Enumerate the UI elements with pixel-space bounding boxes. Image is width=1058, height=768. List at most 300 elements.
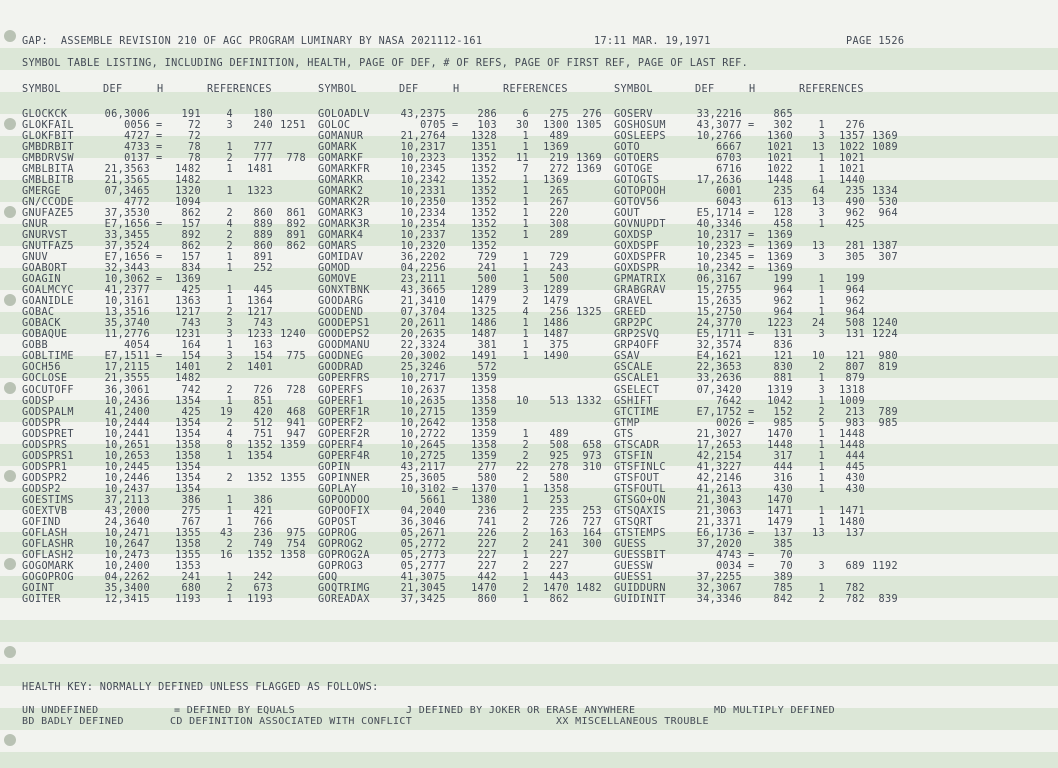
cell-last-ref: 789 <box>878 406 898 418</box>
cell-def-page: 227 <box>477 538 497 550</box>
cell-symbol: GOPERFS <box>318 384 364 396</box>
cell-ref-count: 1 <box>818 450 825 462</box>
cell-def-page: 1289 <box>471 285 497 297</box>
cell-first-ref: 889 <box>253 230 273 242</box>
cell-first-ref: 278 <box>549 461 569 473</box>
cell-symbol: GSCALE1 <box>614 373 660 385</box>
cell-ref-count: 1 <box>226 450 233 462</box>
cell-first-ref: 490 <box>845 197 865 209</box>
cell-last-ref: 276 <box>582 109 602 120</box>
cell-health: = <box>452 120 459 132</box>
cell-def-page: 317 <box>773 450 793 462</box>
cell-def-page: 785 <box>773 582 793 594</box>
cell-def-page: 742 <box>181 384 201 396</box>
cell-health: = <box>748 252 755 264</box>
cell-health: = <box>748 329 755 341</box>
cell-symbol: GODSPR1 <box>22 461 68 473</box>
cell-symbol: GOMARKF <box>318 153 364 165</box>
column-header-symbol: SYMBOL <box>318 84 357 95</box>
cell-first-ref: 227 <box>549 549 569 561</box>
cell-definition: 10,2446 <box>104 472 150 484</box>
cell-def-page: 580 <box>477 472 497 484</box>
cell-ref-count: 1 <box>818 219 825 231</box>
cell-def-page: 1479 <box>767 516 793 528</box>
cell-ref-count: 4 <box>226 428 233 440</box>
cell-first-ref: 782 <box>845 582 865 594</box>
cell-health: = <box>748 560 755 572</box>
cell-first-ref: 308 <box>549 219 569 231</box>
cell-ref-count: 1 <box>818 164 825 176</box>
cell-definition: 10,2354 <box>400 219 446 231</box>
cell-symbol: GOTO <box>614 142 640 154</box>
cell-symbol: GNUFAZE5 <box>22 208 74 220</box>
cell-def-page: 1482 <box>175 164 201 176</box>
cell-definition: 11,2776 <box>104 329 150 341</box>
cell-def-page: 1358 <box>175 439 201 451</box>
cell-last-ref: 947 <box>286 428 306 440</box>
cell-ref-count: 1 <box>226 340 233 352</box>
cell-symbol: GOPROG <box>318 527 357 539</box>
cell-last-ref: 307 <box>878 252 898 264</box>
cell-first-ref: 1300 <box>543 120 569 132</box>
cell-definition: E6,1736 <box>696 527 742 539</box>
cell-health: = <box>452 483 459 495</box>
cell-last-ref: 973 <box>582 450 602 462</box>
cell-def-page: 1021 <box>767 142 793 154</box>
cell-symbol: GSAV <box>614 351 640 363</box>
cell-symbol: GNUR <box>22 219 48 231</box>
cell-last-ref: 310 <box>582 461 602 473</box>
cell-first-ref: 420 <box>253 406 273 418</box>
cell-last-ref: 1089 <box>872 142 898 154</box>
cell-def-page: 191 <box>181 109 201 120</box>
cell-ref-count: 3 <box>818 252 825 264</box>
cell-ref-count: 10 <box>812 351 825 363</box>
cell-def-page: 1487 <box>471 329 497 341</box>
cell-def-page: 241 <box>181 571 201 583</box>
cell-first-ref: 962 <box>845 296 865 308</box>
cell-first-ref: 241 <box>549 538 569 550</box>
cell-symbol: GTS <box>614 428 634 440</box>
cell-health: = <box>156 142 163 154</box>
cell-first-ref: 421 <box>253 505 273 517</box>
cell-first-ref: 673 <box>253 582 273 594</box>
cell-first-ref: 281 <box>845 241 865 253</box>
column-header-symbol: SYMBOL <box>614 84 653 95</box>
cell-def-page: 1094 <box>175 197 201 209</box>
cell-health: = <box>748 263 755 275</box>
cell-def-page: 131 <box>773 329 793 341</box>
cell-ref-count: 3 <box>818 560 825 572</box>
cell-first-ref: 213 <box>845 406 865 418</box>
cell-ref-count: 2 <box>226 153 233 165</box>
cell-last-ref: 1334 <box>872 186 898 198</box>
cell-symbol: GODSPRET <box>22 428 74 440</box>
cell-symbol: GOFLASH <box>22 527 68 539</box>
cell-ref-count: 1 <box>818 483 825 495</box>
cell-last-ref: 468 <box>286 406 306 418</box>
cell-symbol: GOXDSPF <box>614 241 660 253</box>
cell-ref-count: 1 <box>818 472 825 484</box>
cell-last-ref: 985 <box>878 417 898 429</box>
cell-definition: 10,2722 <box>400 428 446 440</box>
cell-ref-count: 1 <box>522 549 529 561</box>
cell-symbol: GREED <box>614 307 647 319</box>
cell-first-ref: 253 <box>549 494 569 506</box>
cell-def-page: 572 <box>477 362 497 374</box>
cell-first-ref: 777 <box>253 153 273 165</box>
cell-symbol: GOBAQUE <box>22 329 68 341</box>
cell-def-page: 1193 <box>175 593 201 605</box>
cell-def-page: 128 <box>773 208 793 220</box>
cell-def-page: 277 <box>477 461 497 473</box>
cell-ref-count: 1 <box>818 373 825 385</box>
cell-ref-count: 2 <box>522 538 529 550</box>
cell-def-page: 199 <box>773 274 793 286</box>
cell-first-ref: 489 <box>549 428 569 440</box>
cell-definition: 20,3002 <box>400 351 446 363</box>
cell-definition: 10,2653 <box>104 450 150 462</box>
cell-ref-count: 1 <box>818 439 825 451</box>
cell-symbol: GOTOERS <box>614 153 660 165</box>
cell-symbol: GOPERF1R <box>318 406 370 418</box>
cell-ref-count: 1 <box>522 230 529 242</box>
cell-symbol: GOTOPOOH <box>614 186 666 198</box>
cell-definition: 42,2154 <box>696 450 742 462</box>
cell-def-page: 613 <box>773 197 793 209</box>
cell-symbol: GOMOVE <box>318 274 357 286</box>
cell-def-page: 1486 <box>471 318 497 330</box>
sprocket-hole <box>4 30 16 42</box>
cell-symbol: GOODEPS1 <box>318 318 370 330</box>
cell-first-ref: 289 <box>549 230 569 242</box>
cell-first-ref: 252 <box>253 263 273 275</box>
cell-ref-count: 13 <box>812 241 825 253</box>
cell-symbol: GMBLBITB <box>22 175 74 187</box>
cell-symbol: GRABGRAV <box>614 285 666 297</box>
cell-ref-count: 1 <box>226 494 233 506</box>
health-key-item: UN UNDEFINED <box>22 705 99 716</box>
cell-first-ref: 964 <box>845 285 865 297</box>
cell-definition: 43,2000 <box>104 505 150 517</box>
cell-definition: 0705 <box>420 120 446 132</box>
cell-def-page: 227 <box>477 549 497 561</box>
cell-last-ref: 1387 <box>872 241 898 253</box>
cell-definition: 10,2317 <box>400 142 446 154</box>
cell-health: = <box>748 406 755 418</box>
cell-definition: 32,3574 <box>696 340 742 352</box>
cell-def-page: 1319 <box>767 384 793 396</box>
cell-symbol: GOPERF1 <box>318 395 364 407</box>
cell-def-page: 1448 <box>767 439 793 451</box>
cell-health: = <box>156 131 163 143</box>
cell-definition: 10,2323 <box>400 153 446 165</box>
cell-symbol: GOXDSPR <box>614 263 660 275</box>
cell-symbol: GRP2PC <box>614 318 653 330</box>
cell-definition: 10,2345 <box>696 252 742 264</box>
cell-def-page: 834 <box>181 263 201 275</box>
cell-ref-count: 4 <box>522 307 529 319</box>
cell-ref-count: 1 <box>818 395 825 407</box>
cell-ref-count: 1 <box>818 285 825 297</box>
cell-symbol: GTSFINLC <box>614 461 666 473</box>
cell-first-ref: 1289 <box>543 285 569 297</box>
cell-ref-count: 6 <box>522 109 529 120</box>
cell-definition: 04,2040 <box>400 505 446 517</box>
cell-def-page: 962 <box>773 296 793 308</box>
health-key-item: = DEFINED BY EQUALS <box>174 705 296 716</box>
cell-symbol: GTSFOUTL <box>614 483 666 495</box>
cell-first-ref: 227 <box>549 560 569 572</box>
cell-symbol: GOMARKR <box>318 175 364 187</box>
health-key-item: J DEFINED BY JOKER OR ERASE ANYWHERE <box>406 705 636 716</box>
cell-ref-count: 2 <box>226 538 233 550</box>
cell-last-ref: 728 <box>286 384 306 396</box>
cell-definition: 07,3420 <box>696 384 742 396</box>
cell-ref-count: 1 <box>226 395 233 407</box>
cell-symbol: GOBLTIME <box>22 351 74 363</box>
cell-health: = <box>748 230 755 242</box>
cell-symbol: GOPROG2 <box>318 538 364 550</box>
cell-def-page: 1482 <box>175 373 201 385</box>
cell-symbol: GOPLAY <box>318 483 357 495</box>
cell-ref-count: 2 <box>226 384 233 396</box>
cell-first-ref: 860 <box>253 208 273 220</box>
cell-definition: 10,2725 <box>400 450 446 462</box>
cell-definition: 37,2255 <box>696 571 742 583</box>
cell-def-page: 1352 <box>471 208 497 220</box>
cell-ref-count: 1 <box>226 571 233 583</box>
cell-ref-count: 7 <box>522 164 529 176</box>
cell-last-ref: 862 <box>286 241 306 253</box>
cell-first-ref: 512 <box>253 417 273 429</box>
cell-symbol: GOQTRIMG <box>318 582 370 594</box>
cell-ref-count: 2 <box>226 208 233 220</box>
cell-ref-count: 1 <box>818 153 825 165</box>
cell-definition: 4733 <box>124 142 150 154</box>
cell-ref-count: 30 <box>516 120 529 132</box>
cell-symbol: GODSPR <box>22 417 61 429</box>
cell-definition: 6667 <box>716 142 742 154</box>
cell-symbol: GOMARK2R <box>318 197 370 209</box>
cell-definition: 05,2777 <box>400 560 446 572</box>
cell-symbol: GOFLASHR <box>22 538 74 550</box>
cell-definition: 24,3640 <box>104 516 150 528</box>
cell-symbol: GRP2SVQ <box>614 329 660 341</box>
cell-def-page: 72 <box>188 120 201 132</box>
cell-definition: 10,2342 <box>696 263 742 275</box>
cell-def-page: 1351 <box>471 142 497 154</box>
cell-def-page: 1352 <box>471 186 497 198</box>
cell-last-ref: 1355 <box>280 472 306 484</box>
cell-ref-count: 3 <box>818 329 825 341</box>
cell-def-page: 430 <box>773 483 793 495</box>
column-header-references: REFERENCES <box>799 84 864 95</box>
cell-definition: 10,2766 <box>696 131 742 143</box>
cell-definition: 0137 <box>124 153 150 165</box>
cell-symbol: GOMARS <box>318 241 357 253</box>
cell-last-ref: 1325 <box>576 307 602 319</box>
cell-last-ref: 775 <box>286 351 306 363</box>
cell-first-ref: 1022 <box>839 142 865 154</box>
cell-ref-count: 1 <box>226 263 233 275</box>
cell-first-ref: 443 <box>549 571 569 583</box>
cell-symbol: GOITER <box>22 593 61 605</box>
health-key-item: BD BADLY DEFINED <box>22 716 124 727</box>
cell-symbol: GOODRAD <box>318 362 364 374</box>
cell-definition: 4727 <box>124 131 150 143</box>
cell-first-ref: 782 <box>845 593 865 605</box>
greenbar-band <box>0 400 1058 422</box>
cell-def-page: 137 <box>773 527 793 539</box>
cell-definition: 36,3046 <box>400 516 446 528</box>
cell-definition: 37,3530 <box>104 208 150 220</box>
cell-ref-count: 1 <box>522 329 529 341</box>
cell-def-page: 385 <box>773 538 793 550</box>
cell-first-ref: 235 <box>845 186 865 198</box>
cell-symbol: GODSP2 <box>22 483 61 495</box>
cell-ref-count: 1 <box>522 186 529 198</box>
cell-ref-count: 13 <box>812 527 825 539</box>
cell-def-page: 1369 <box>767 230 793 242</box>
cell-def-page: 985 <box>773 417 793 429</box>
cell-def-page: 1223 <box>767 318 793 330</box>
cell-def-page: 1352 <box>471 219 497 231</box>
cell-definition: 07,3704 <box>400 307 446 319</box>
cell-first-ref: 1009 <box>839 395 865 407</box>
cell-ref-count: 1 <box>226 142 233 154</box>
cell-ref-count: 1 <box>818 505 825 517</box>
cell-last-ref: 727 <box>582 516 602 528</box>
cell-definition: 15,2755 <box>696 285 742 297</box>
cell-symbol: GLOKFBIT <box>22 131 74 143</box>
cell-first-ref: 1233 <box>247 329 273 341</box>
cell-first-ref: 430 <box>845 483 865 495</box>
cell-definition: 6043 <box>716 197 742 209</box>
cell-def-page: 741 <box>477 516 497 528</box>
cell-symbol: GLOCKCK <box>22 109 68 120</box>
cell-first-ref: 275 <box>549 109 569 120</box>
cell-ref-count: 1 <box>226 516 233 528</box>
column-header-references: REFERENCES <box>207 84 272 95</box>
cell-last-ref: 975 <box>286 527 306 539</box>
cell-last-ref: 891 <box>286 230 306 242</box>
cell-last-ref: 1482 <box>576 582 602 594</box>
cell-def-page: 680 <box>181 582 201 594</box>
cell-definition: 21,3555 <box>104 373 150 385</box>
cell-symbol: GNUTFAZ5 <box>22 241 74 253</box>
cell-first-ref: 891 <box>253 252 273 264</box>
cell-symbol: GMBDRVSW <box>22 153 74 165</box>
greenbar-band <box>0 532 1058 554</box>
cell-definition: 04,2262 <box>104 571 150 583</box>
cell-symbol: GODSPALM <box>22 406 74 418</box>
greenbar-band <box>0 488 1058 510</box>
cell-last-ref: 778 <box>286 153 306 165</box>
cell-symbol: GTSQRT <box>614 516 653 528</box>
cell-symbol: GOPROG3 <box>318 560 364 572</box>
cell-definition: 05,2671 <box>400 527 446 539</box>
cell-ref-count: 3 <box>226 329 233 341</box>
cell-symbol: GOANIDLE <box>22 296 74 308</box>
cell-symbol: GMERGE <box>22 186 61 198</box>
column-header-def: DEF <box>103 84 123 95</box>
column-header-def: DEF <box>695 84 715 95</box>
cell-def-page: 1042 <box>767 395 793 407</box>
cell-definition: 20,2635 <box>400 329 446 341</box>
cell-symbol: GOXDSPFR <box>614 252 666 264</box>
cell-def-page: 1448 <box>767 175 793 187</box>
cell-symbol: GOSHOSUM <box>614 120 666 132</box>
cell-first-ref: 1471 <box>839 505 865 517</box>
cell-first-ref: 180 <box>253 109 273 120</box>
cell-ref-count: 1 <box>818 120 825 132</box>
cell-first-ref: 305 <box>845 252 865 264</box>
cell-ref-count: 2 <box>522 560 529 572</box>
cell-first-ref: 445 <box>253 285 273 297</box>
cell-first-ref: 1470 <box>543 582 569 594</box>
cell-last-ref: 980 <box>878 351 898 363</box>
greenbar-band <box>0 620 1058 642</box>
cell-definition: 13,3516 <box>104 307 150 319</box>
cell-definition: 10,2471 <box>104 527 150 539</box>
cell-symbol: GOPINNER <box>318 472 370 484</box>
cell-ref-count: 2 <box>522 450 529 462</box>
cell-def-page: 1358 <box>471 395 497 407</box>
cell-last-ref: 1358 <box>280 549 306 561</box>
cell-def-page: 1325 <box>471 307 497 319</box>
cell-definition: 10,2445 <box>104 461 150 473</box>
cell-last-ref: 941 <box>286 417 306 429</box>
cell-definition: 0026 <box>716 417 742 429</box>
cell-first-ref: 689 <box>845 560 865 572</box>
cell-symbol: GOODMANU <box>318 340 370 352</box>
cell-definition: E4,1621 <box>696 351 742 363</box>
cell-ref-count: 1 <box>522 318 529 330</box>
greenbar-band <box>0 752 1058 768</box>
cell-ref-count: 3 <box>226 318 233 330</box>
cell-definition: 6001 <box>716 186 742 198</box>
cell-definition: 32,3067 <box>696 582 742 594</box>
cell-def-page: 226 <box>477 527 497 539</box>
cell-def-page: 1470 <box>767 494 793 506</box>
header-title: GAP: ASSEMBLE REVISION 210 OF AGC PROGRAM LUMINARY BY NASA 2021112-161 <box>22 36 483 47</box>
cell-definition: E5,1711 <box>696 329 742 341</box>
cell-ref-count: 2 <box>226 230 233 242</box>
cell-first-ref: 1448 <box>839 428 865 440</box>
cell-definition: 35,3740 <box>104 318 150 330</box>
cell-ref-count: 1 <box>226 186 233 198</box>
cell-first-ref: 445 <box>845 461 865 473</box>
cell-def-page: 1354 <box>175 417 201 429</box>
cell-definition: 10,2642 <box>400 417 446 429</box>
cell-first-ref: 386 <box>253 494 273 506</box>
cell-definition: 37,3524 <box>104 241 150 253</box>
cell-definition: E7,1752 <box>696 406 742 418</box>
cell-first-ref: 508 <box>845 318 865 330</box>
cell-definition: 22,3324 <box>400 340 446 352</box>
cell-first-ref: 726 <box>549 516 569 528</box>
cell-health: = <box>748 417 755 429</box>
cell-def-page: 881 <box>773 373 793 385</box>
cell-ref-count: 10 <box>516 395 529 407</box>
cell-symbol: GLOKFAIL <box>22 120 74 132</box>
cell-definition: 24,3770 <box>696 318 742 330</box>
cell-last-ref: 1359 <box>280 439 306 451</box>
cell-ref-count: 2 <box>818 406 825 418</box>
cell-definition: 21,3045 <box>400 582 446 594</box>
cell-definition: 21,2764 <box>400 131 446 143</box>
